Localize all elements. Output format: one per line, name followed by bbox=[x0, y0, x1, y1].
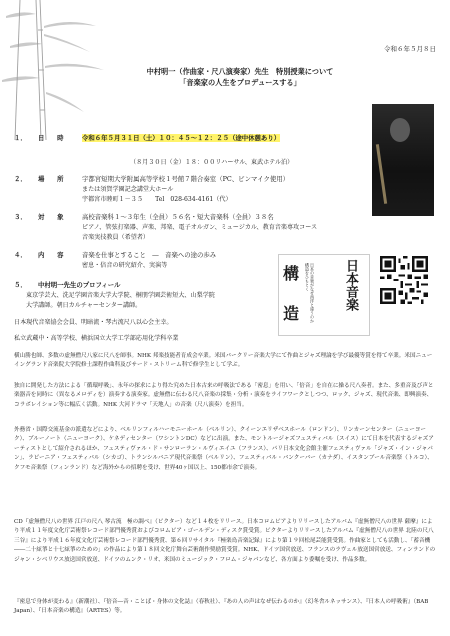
profile-training: 横山勝也師、多数の虚無僧尺八家に尺八を師事。NHK 邦楽技能者育成会卒業。米国バークリー音楽大学にて作曲とジャズ理論を学び最優等賞を得て卒業。米国ニューイングランド音楽院大学院修士課程作曲科及びサード・ストリーム科で修学生として学ぶ。 bbox=[14, 353, 433, 369]
bamboo-illustration bbox=[0, 0, 110, 140]
book-vertical-title: 日本音楽 bbox=[343, 259, 358, 311]
content-line-2: 密息・倍音の研究紹介、実演等 bbox=[82, 262, 168, 269]
venue-line-3: 宇都宮市睦町１－３５ Tel 028-634-4161（代） bbox=[82, 196, 232, 203]
venue-line-2: または須賀学園記念講堂大ホール bbox=[82, 186, 174, 193]
section-label: 内 容 bbox=[38, 251, 64, 259]
section-label: 対 象 bbox=[38, 213, 64, 221]
title-line-1: 中村明一（作曲家・尺八演奏家）先生 特別授業について bbox=[146, 67, 334, 76]
section-label: 中村明一先生のプロフィール bbox=[38, 281, 121, 289]
book-subtitle: 日本の音楽がなぜ西洋と違うのか構造をひもとく bbox=[305, 263, 315, 323]
section-label: 場 所 bbox=[38, 175, 64, 183]
profile-international: 外務省・国際交流基金の派遣などにより、ベルリンフィルハーモニーホール（ベルリン）、クイーンエリザベスホール（ロンドン）、リンカーンセンター（ニューヨーク）、ブルーノート（ニューヨーク）、ケネディセンター（ワシントンDC）などに出演。また、モントルージャズフェスティバル（スイス）にて日本を代表するジャズアーティストとして紹介されるほか、フェスティヴァル・ド・サンローラン・ルヴィエイユ（フランス）、パリ日本文化会館主催フェスティヴァル「ジャズ・イン・ジャパン」、ラビーニア・フェスティバル（シカゴ）、トランシルバニア現代音楽祭（ベルリン）、フェスティバル・バンクーバー（カナダ）、イスタンブール音楽祭（トルコ）、クフモ音楽祭（フィンランド）など海外からの招聘を受け、世界40ヶ国以上、150都市余で演奏。 bbox=[14, 427, 434, 471]
venue-line-1: 宇都宮短期大学附属高等学校１号館７階合奏室（PC、ピンマイク使用） bbox=[82, 175, 290, 183]
book-big-char-lower: 造 bbox=[283, 304, 300, 323]
profile-education: 私立武蔵中・高等学校、横浜国立大学工学部応用化学科卒業 bbox=[14, 335, 179, 342]
section-profile bbox=[14, 281, 274, 291]
section-label: 日 時 bbox=[38, 134, 64, 142]
profile-membership: 日本現代音楽協会会員、明暗流・琴古流尺八以心会主幸。 bbox=[14, 319, 173, 326]
title-line-2: 「音楽家の人生をプロデュースする」 bbox=[179, 78, 301, 87]
shakuhachi-flute bbox=[376, 144, 387, 204]
section-datetime bbox=[14, 134, 374, 154]
datetime-highlight: 令和６年５月３１日（土）１０：４５～１２：２５（途中休憩あり） bbox=[82, 134, 281, 142]
document-title bbox=[115, 66, 365, 88]
audience-line-2: ピアノ、管弦打楽器、声楽、邦楽、電子オルガン、ミュージカル、教育音楽専攻コース bbox=[82, 224, 318, 231]
audience-line-3: 音楽実技教員（希望者） bbox=[82, 234, 150, 241]
section-number: ３． bbox=[14, 213, 27, 221]
qr-code-icon bbox=[380, 256, 428, 304]
section-number: １． bbox=[14, 134, 27, 142]
content-line-1: 音楽を仕事とすること ― 音楽への途の歩み bbox=[82, 251, 217, 259]
section-number: ５． bbox=[14, 281, 27, 289]
profile-technique: 独自に開発した方法による「循環呼吸」、永年の探求により得た究めた日本古来の呼吸法である「密息」を用い、「倍音」を自在に操る尺八奏者。また、多重音及び声と楽器音を同時に（異なるメロディを）演奏する演奏家。虚無僧に伝わる尺八音楽の採集・分析・演奏をライフワークとしつつ、ロック、ジャズ、現代音楽、即興演奏、コラボレイション等に幅広く活動。NHK 大河ドラマ「天地人」の音楽（尺八演奏）を担当。 bbox=[14, 383, 434, 408]
book-big-char-upper: 構 bbox=[283, 264, 300, 283]
section-number: ２． bbox=[14, 175, 27, 183]
datetime-value bbox=[82, 134, 280, 144]
performer-photo bbox=[372, 104, 434, 216]
rehearsal-note: （８月３０日（金）１８：００リハーサル、東武ホテル泊） bbox=[130, 159, 294, 166]
book-cover bbox=[278, 254, 370, 336]
section-content bbox=[14, 251, 274, 261]
audience-line-1: 高校音楽科１～３年生（全員）５６名・短大音楽科（全員）３８名 bbox=[82, 213, 274, 221]
profile-line-2: 大学講師。朝日カルチャーセンター講師。 bbox=[26, 302, 142, 309]
profile-books: 『密息で身体が変わる』（新潮社）、『倍音―音・ことば・身体の文化誌』（春秋社）、『あの人の声はなぜ伝わるのか』（幻冬舎ルネッサンス）、『日本人の呼吸術』（BAB Japan）、『日本音楽の構造』（ARTES）等。 bbox=[14, 599, 429, 615]
profile-discography: CD『虚無僧尺八の世界 江戸の尺八 琴古流 極の調べ』（ビクター）など１４枚をリリース。日本コロムビアよりリリースしたアルバム『虚無僧尺八の世界 薩摩』により平成１１年度文化庁芸術祭レコード部門優秀賞およびコロムビア・ゴールデン・ディスク賞受賞。ビクターよりリリースしたアルバム『虚無僧尺八の世界 北陸の尺八 三谷』により平成１６年度文化庁芸術祭レコード部門優秀賞、第６回リサイタル『極楽鳥音楽記録』により第１９回松尾芸能賞受賞。作曲家としても活動し、「蓄音機――二十絃箏と十七絃箏のための」の作品により第１８回文化庁舞台芸術創作奨励賞受賞。NHK、ドイツ国営放送、フランスのラヴェル放送国営放送、フィンランドのジャン・シベリウス放送国営放送、ドイツのムンク・リオ、米国のミュージック・フロム・ジャパンなど、各方面より委嘱を受け、作品多数。 bbox=[14, 519, 436, 563]
performer-face bbox=[390, 118, 410, 142]
section-number: ４． bbox=[14, 251, 27, 259]
document-date: 令和６年５月８日 bbox=[384, 45, 436, 53]
profile-line-1: 東京学芸大、洗足学園音楽大学大学院、桐朋学園芸術短大、山梨学院 bbox=[26, 292, 215, 299]
section-audience bbox=[14, 213, 374, 223]
